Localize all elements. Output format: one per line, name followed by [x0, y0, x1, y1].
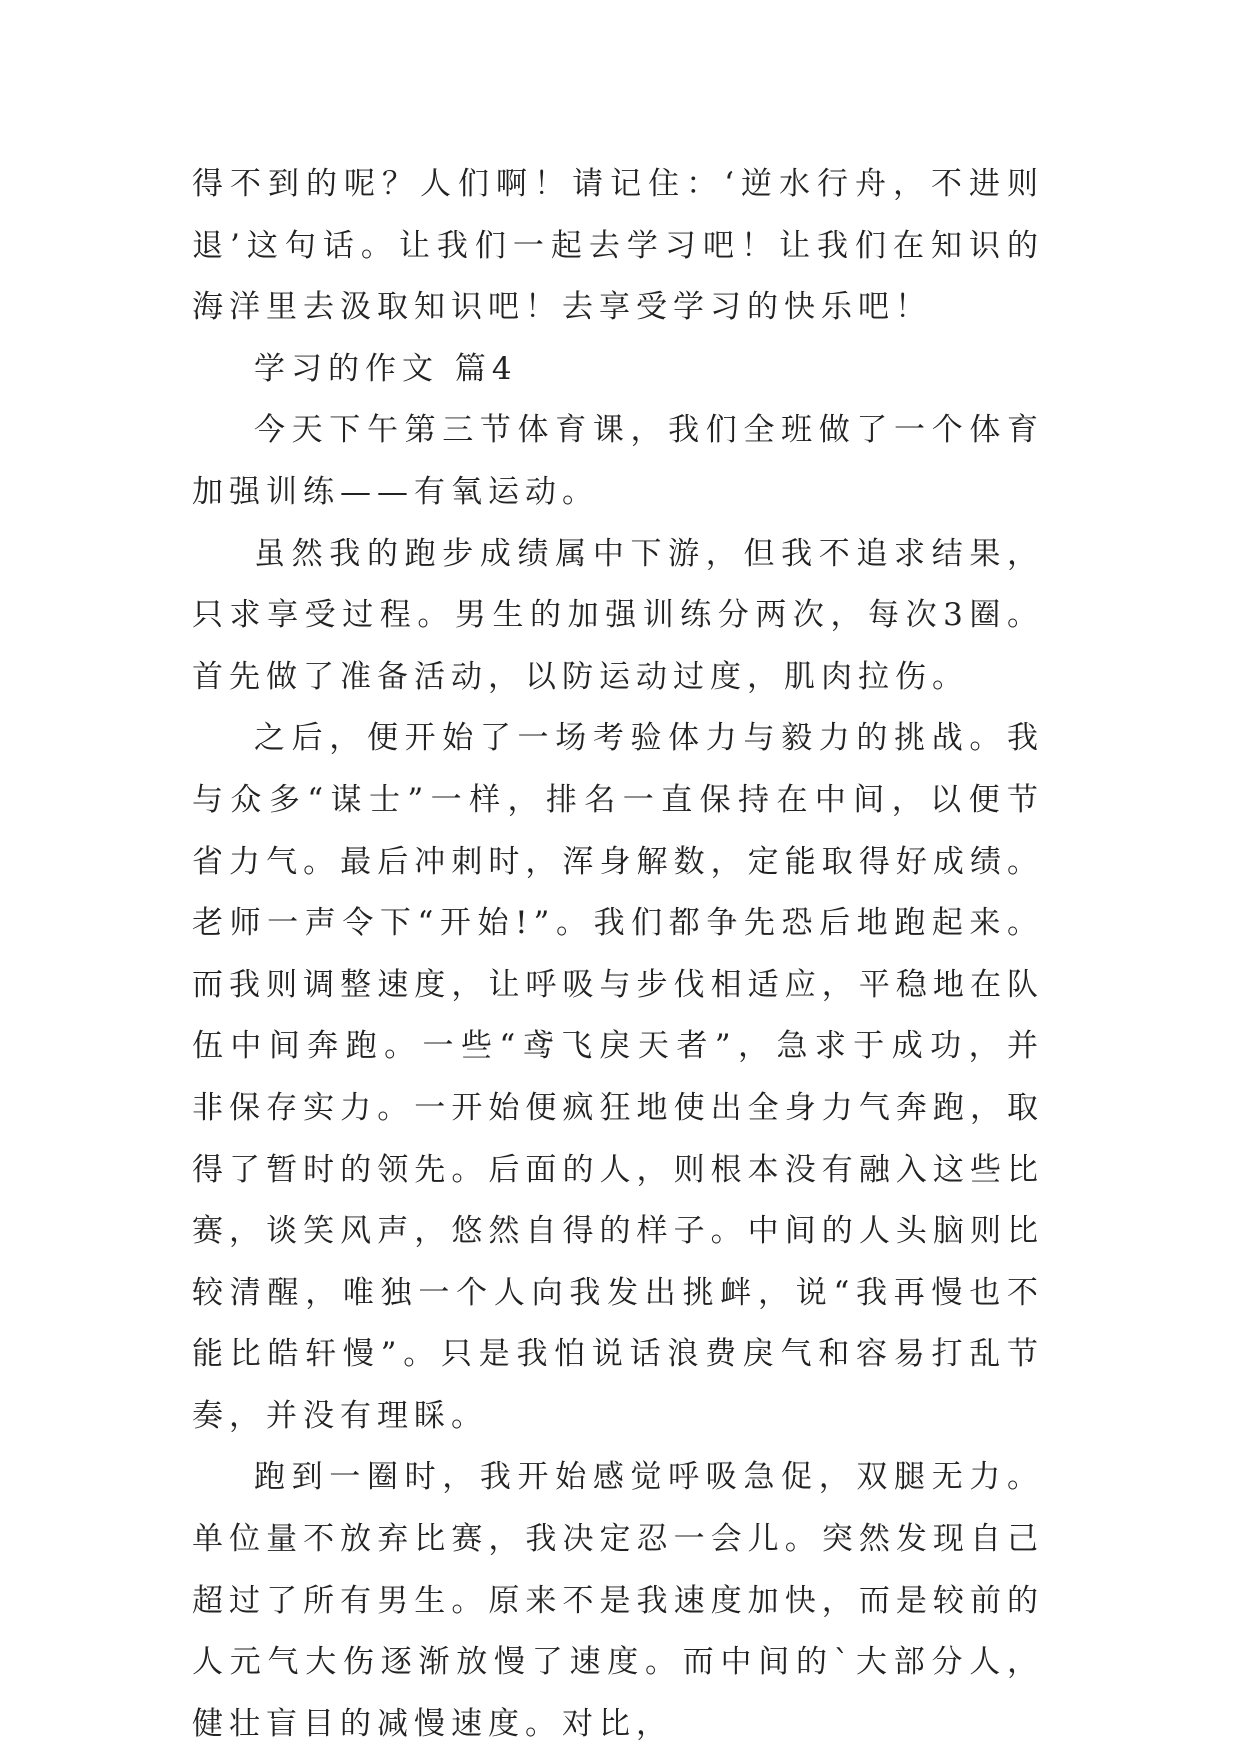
document-body	[192, 154, 1044, 1755]
paragraph: 跑到一圈时，我开始感觉呼吸急促，双腿无力。单位量不放弃比赛，我决定忍一会儿。突然发现自己超过了所有男生。原来不是我速度加快，而是较前的人元气大伤逐渐放慢了速度。而中间的`大部分人，健壮盲目的减慢速度。对比，	[192, 1459, 1044, 1742]
paragraph: 之后，便开始了一场考验体力与毅力的挑战。我与众多“谋士”一样，排名一直保持在中间，以便节省力气。最后冲刺时，浑身解数，定能取得好成绩。老师一声令下“开始!”。我们都争先恐后地跑起来。而我则调整速度，让呼吸与步伐相适应，平稳地在队伍中间奔跑。一些“鸢飞戾天者”，急求于成功，并非保存实力。一开始便疯狂地使出全身力气奔跑，取得了暂时的领先。后面的人，则根本没有融入这些比赛，谈笑风声，悠然自得的样子。中间的人头脑则比较清醒，唯独一个人向我发出挑衅，说“我再慢也不能比皓轩慢”。只是我怕说话浪费戾气和容易打乱节奏，并没有理睬。	[192, 720, 1044, 1434]
paragraph: 今天下午第三节体育课，我们全班做了一个体育加强训练——有氧运动。	[192, 412, 1044, 510]
section-heading: 学习的作文 篇4	[254, 350, 518, 387]
paragraph: 虽然我的跑步成绩属中下游，但我不追求结果，只求享受过程。男生的加强训练分两次，每次3圈。首先做了准备活动，以防运动过度，肌肉拉伤。	[192, 535, 1044, 695]
paragraph-continuation: 得不到的呢？人们啊！请记住：‘逆水行舟，不进则退’这句话。让我们一起去学习吧！让我们在知识的海洋里去汲取知识吧！去享受学习的快乐吧！	[192, 166, 1044, 326]
